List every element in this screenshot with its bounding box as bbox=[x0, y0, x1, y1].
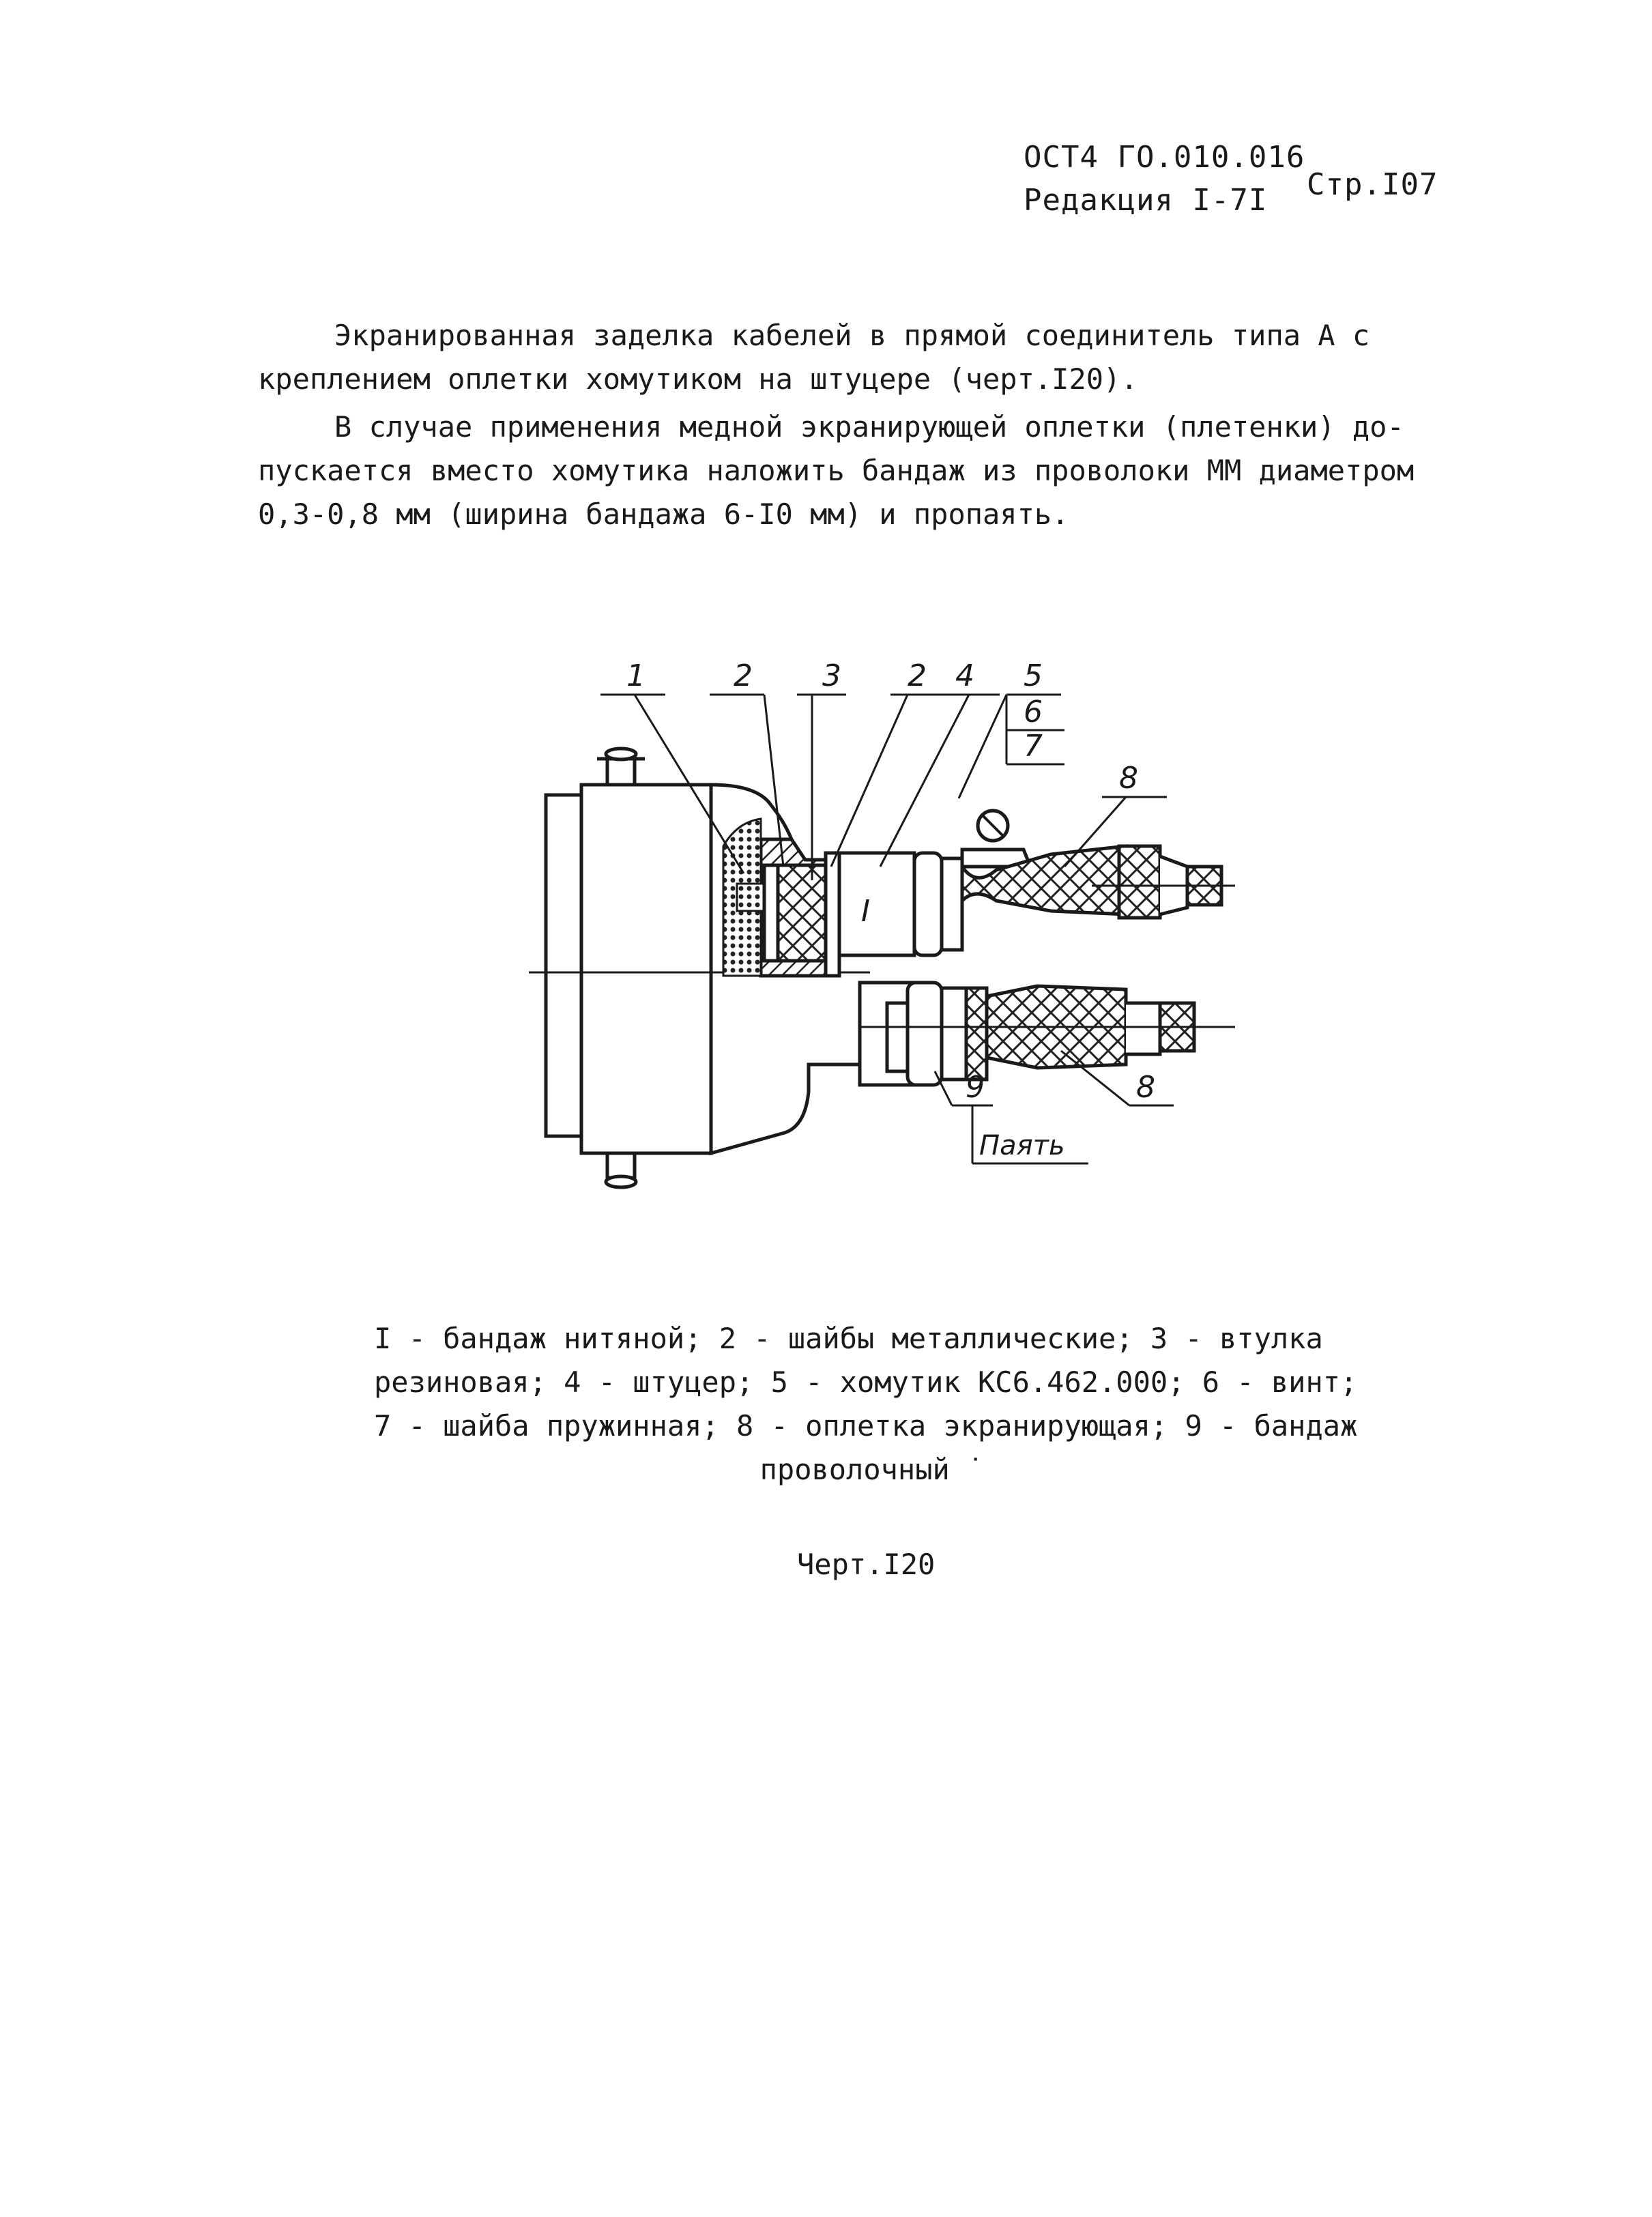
callout-1: 1 bbox=[626, 658, 646, 693]
callout-2b: 2 bbox=[908, 658, 927, 693]
figure-legend bbox=[374, 1317, 1370, 1492]
callout-2: 2 bbox=[734, 658, 753, 693]
callout-8-lower: 8 bbox=[1136, 1070, 1155, 1105]
legend-line: резиновая; 4 - штуцер; 5 - хомутик КС6.462.000; 6 - винт; bbox=[374, 1365, 1358, 1399]
callout-7: 7 bbox=[1024, 729, 1043, 764]
legend-line: I - бандаж нитяной; 2 - шайбы металлические; 3 - втулка bbox=[374, 1322, 1323, 1355]
paragraph-line: креплением оплетки хомутиком на штуцере (черт.I20). bbox=[258, 362, 1138, 396]
callout-3: 3 bbox=[822, 658, 841, 693]
callout-4: 4 bbox=[955, 658, 974, 693]
document-code: ОСТ4 ГО.010.016 bbox=[1024, 140, 1305, 175]
callout-9: 9 bbox=[966, 1070, 985, 1105]
callout-8-upper: 8 bbox=[1119, 761, 1138, 796]
paragraph-line: Экранированная заделка кабелей в прямой соединитель типа А с bbox=[334, 319, 1370, 352]
legend-line: проволочный ˙ bbox=[759, 1453, 985, 1486]
figure-title: Черт.I20 bbox=[797, 1548, 936, 1581]
inner-mark: I bbox=[861, 894, 870, 929]
solder-note: Паять bbox=[979, 1130, 1065, 1161]
paragraph-line: пускается вместо хомутика наложить бандаж из проволоки ММ диаметром bbox=[258, 454, 1415, 487]
callout-5: 5 bbox=[1024, 658, 1043, 693]
paragraph-line: В случае применения медной экранирующей оплетки (плетенки) до- bbox=[334, 410, 1404, 444]
legend-line: 7 - шайба пружинная; 8 - оплетка экранирующая; 9 - бандаж bbox=[374, 1409, 1358, 1443]
edition-label: Редакция I-7I bbox=[1024, 183, 1268, 218]
page-number: Стр.I07 bbox=[1307, 167, 1438, 202]
paragraph-line: 0,3-0,8 мм (ширина бандажа 6-I0 мм) и пропаять. bbox=[258, 497, 1069, 531]
upper-cable-assembly bbox=[723, 811, 1235, 976]
lower-cable-assembly bbox=[860, 983, 1235, 1085]
callout-6: 6 bbox=[1024, 695, 1043, 729]
